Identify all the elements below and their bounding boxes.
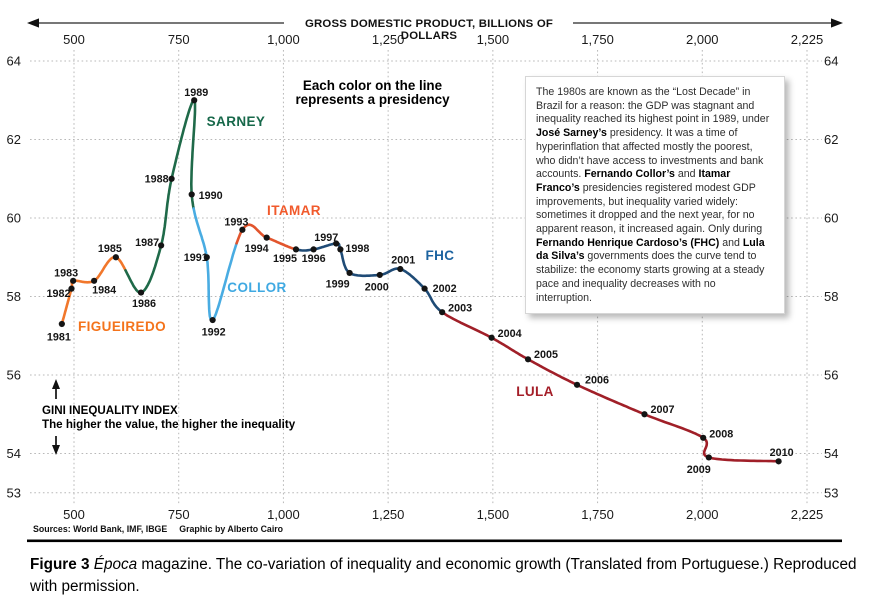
data-point-2007: [641, 411, 647, 417]
data-point-1986: [138, 289, 144, 295]
gdp-axis-title: GROSS DOMESTIC PRODUCT, BILLIONS OF DOLLARS: [304, 18, 554, 42]
x-tick-label-bottom-500: 500: [63, 507, 85, 522]
year-label-1988: 1988: [144, 173, 169, 186]
gini-axis-arrow-down-head-icon: [52, 445, 60, 455]
year-label-1994: 1994: [244, 243, 269, 256]
year-label-2007: 2007: [650, 403, 675, 416]
data-point-2003: [439, 309, 445, 315]
sources-text: Sources: World Bank, IMF, IBGE: [33, 524, 168, 534]
year-label-1984: 1984: [92, 284, 117, 297]
data-point-1984: [91, 278, 97, 284]
figure-caption: Figure 3 Época magazine. The co-variation of inequality and economic growth (Translated from Portuguese.) Reproduced with permission.: [30, 556, 857, 595]
y-tick-label-left-64: 64: [6, 53, 21, 69]
year-label-1995: 1995: [272, 252, 298, 265]
y-tick-label-left-54: 54: [6, 446, 21, 461]
year-label-1989: 1989: [184, 86, 209, 99]
data-point-1996: [310, 246, 316, 252]
year-label-1999: 1999: [325, 278, 350, 291]
credit-text: Graphic by Alberto Cairo: [179, 524, 284, 534]
year-label-2003: 2003: [448, 302, 473, 315]
data-point-2000: [377, 272, 383, 278]
presidency-label-sarney: SARNEY: [206, 114, 266, 129]
data-point-1988: [168, 176, 174, 182]
x-tick-label-top-1750: 1,750: [581, 32, 614, 47]
y-tick-label-left-62: 62: [6, 132, 21, 147]
data-point-2010: [776, 458, 782, 464]
year-label-2008: 2008: [709, 428, 734, 441]
data-point-1995: [293, 246, 299, 252]
x-tick-label-bottom-2225: 2,225: [790, 507, 824, 522]
x-tick-label-bottom-2000: 2,000: [686, 507, 719, 522]
presidency-label-fhc: FHC: [425, 248, 455, 263]
y-tick-label-right-60: 60: [824, 210, 839, 226]
year-label-1997: 1997: [314, 232, 339, 245]
x-tick-label-bottom-1250: 1,250: [371, 507, 405, 522]
year-label-1986: 1986: [132, 298, 157, 311]
year-label-1993: 1993: [224, 216, 249, 229]
gini-axis-title: GINI INEQUALITY INDEX: [42, 404, 178, 417]
gini-axis-note: [42, 404, 352, 431]
x-tick-label-top-2000: 2,000: [686, 32, 719, 47]
data-point-1981: [59, 321, 65, 327]
x-tick-label-top-2225: 2,225: [790, 32, 824, 47]
x-tick-label-bottom-1000: 1,000: [267, 507, 300, 522]
y-tick-label-right-56: 56: [824, 367, 839, 383]
gdp-axis-arrow-left-icon: [27, 18, 39, 27]
explanation-textbox: The 1980s are known as the “Lost Decade” in Brazil for a reason: the GDP was stagnant and inequality reached its highest point in 1989, under José Sarney’s presidency. It was a time of hyperinflation that affected mostly the poorest, who didn’t have access to investments and bank accounts. Fernando Collor’s and Itamar Franco’s presidencies registered modest GDP improvements, but inequality varied widely: sometimes it dropped and the next year, for no apparent reason, it increased again. Only during Fernando Henrique Cardoso’s (FHC) and Lula da Silva’s governments does the curve tend to stabilize: the economy starts growing at a steady pace and inequality decreases with no interruption.: [525, 76, 785, 314]
year-label-1983: 1983: [54, 267, 79, 280]
data-point-1999: [347, 270, 353, 276]
x-tick-label-top-1500: 1,500: [476, 32, 510, 47]
year-label-2001: 2001: [391, 254, 416, 267]
y-tick-label-right-54: 54: [824, 446, 839, 461]
year-label-2002: 2002: [432, 283, 457, 296]
year-label-1982: 1982: [46, 288, 71, 301]
data-point-2008: [700, 435, 706, 441]
y-tick-label-left-58: 58: [6, 289, 21, 304]
year-label-1987: 1987: [135, 236, 160, 249]
data-point-2009: [706, 454, 712, 460]
year-label-1985: 1985: [97, 242, 122, 255]
y-tick-label-right-62: 62: [824, 132, 839, 147]
year-label-2010: 2010: [769, 446, 794, 459]
year-label-1981: 1981: [46, 331, 71, 344]
y-tick-label-left-60: 60: [6, 210, 21, 226]
year-label-2009: 2009: [686, 463, 711, 476]
data-point-2005: [525, 356, 531, 362]
year-label-2006: 2006: [585, 374, 610, 387]
presidency-label-lula: LULA: [516, 384, 554, 399]
y-tick-label-right-64: 64: [824, 53, 839, 69]
presidency-label-figueiredo: FIGUEIREDO: [77, 319, 167, 334]
data-point-1990: [189, 191, 195, 197]
data-point-2004: [488, 335, 494, 341]
presidency-label-itamar: ITAMAR: [267, 203, 321, 218]
color-legend-note-line2: represents a presidency: [295, 91, 450, 107]
data-point-1994: [264, 235, 270, 241]
y-tick-label-right-53: 53: [824, 485, 839, 501]
color-legend-note: [262, 79, 483, 106]
year-label-1998: 1998: [345, 242, 370, 255]
data-point-2006: [574, 382, 580, 388]
gini-axis-subtitle: The higher the value, the higher the inequality: [42, 417, 296, 431]
x-tick-label-bottom-1500: 1,500: [476, 507, 510, 522]
data-point-2002: [421, 286, 427, 292]
year-label-1996: 1996: [301, 252, 326, 265]
x-tick-label-top-1250: 1,250: [371, 32, 405, 47]
x-tick-label-bottom-1750: 1,750: [581, 507, 614, 522]
year-label-1992: 1992: [201, 326, 226, 339]
x-tick-label-top-750: 750: [167, 32, 190, 47]
x-tick-label-bottom-750: 750: [167, 507, 190, 522]
gdp-axis-arrow-right-icon: [831, 18, 843, 27]
year-label-2004: 2004: [497, 328, 522, 341]
year-label-2000: 2000: [364, 281, 389, 294]
data-point-2001: [397, 266, 403, 272]
y-tick-label-left-53: 53: [6, 485, 21, 501]
gini-axis-arrow-up-head-icon: [52, 379, 60, 389]
y-tick-label-right-58: 58: [824, 289, 839, 304]
year-label-1990: 1990: [198, 189, 223, 202]
sources-row: [33, 524, 295, 534]
bottom-rule: [27, 540, 842, 543]
x-tick-label-top-1000: 1,000: [267, 32, 300, 47]
year-label-2005: 2005: [534, 348, 559, 361]
y-tick-label-left-56: 56: [6, 367, 21, 383]
data-point-1992: [210, 317, 216, 323]
presidency-label-collor: COLLOR: [227, 280, 287, 295]
data-point-1998: [337, 246, 343, 252]
x-tick-label-top-500: 500: [63, 32, 85, 47]
data-point-1985: [113, 254, 119, 260]
year-label-1991: 1991: [183, 251, 208, 264]
color-legend-note-line1: Each color on the line: [302, 78, 443, 93]
